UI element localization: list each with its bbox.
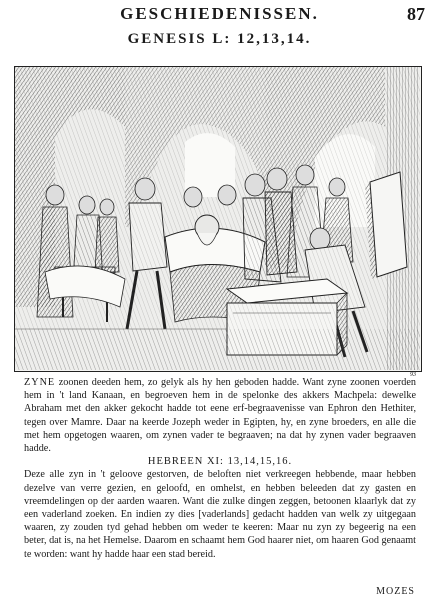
page-number: 87 bbox=[407, 4, 425, 24]
opening-word: ZYNE bbox=[24, 377, 56, 388]
hebrews-paragraph: Deze alle zyn in 't geloove gestorven, de beloften niet verkreegen hebbende, maar hebben dezelve van verre gezien, en geloofd, en omhelst, en hebben beleeden dat zy gasten en vreemdelingen op der aarden waaren. Want die zulke dingen zeggen, betoonen klaarlyk dat zy een vaderland zoeken. En indien zy dies [vaderlands] gedacht hadden van welk zy uitgegaan waaren, zy zouden tyd gehad hebben om weder te keeren: Maar nu zyn zy begeerig na een beter, dat is, na het Hemelse. Daarom en schaamt hem God haarer niet, om haaren God genaamt te worden: want hy hadde haar een stad bereid. bbox=[24, 469, 416, 560]
genesis-paragraph bbox=[24, 376, 416, 455]
running-title: GESCHIEDENISSEN. bbox=[120, 4, 319, 23]
engraving-scene bbox=[15, 67, 420, 370]
catchword: MOZES bbox=[376, 586, 415, 597]
hebrews-heading: HEBREEN XI: 13,14,15,16. bbox=[147, 456, 293, 468]
tomb-slab bbox=[365, 172, 407, 279]
burial-engraving bbox=[14, 66, 422, 372]
running-head bbox=[0, 4, 439, 26]
text-block bbox=[24, 376, 416, 561]
chapter-reference: GENESIS L: 12,13,14. bbox=[127, 31, 312, 47]
floor bbox=[15, 329, 420, 370]
plate-number: 93 bbox=[410, 372, 416, 378]
genesis-body: zoonen deeden hem, zo gelyk als hy hen geboden hadde. Want zyne zoonen voerden hem in 't land Kanaan, en begroeven hem in de spelonke des akkers Machpela: dewelke Abraham met den akker gekocht hadde tot eene erf-begraavenisse van Ephron den Hethiter, tegen over Mamre. Daar na keerde Jozeph weder in Egipten, hy, en zyne broeders, en alle die met hem opgetogen waaren, om zynen vader te begraaven; na dat hy zynen vader begraaven hadde. bbox=[24, 377, 416, 455]
